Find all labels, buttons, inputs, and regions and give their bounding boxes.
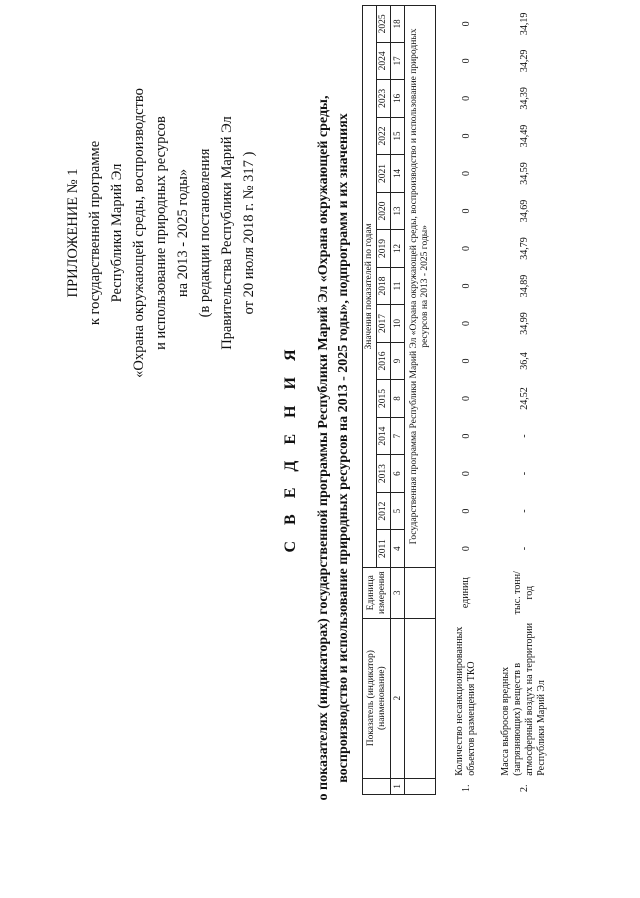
column-number: 7	[391, 417, 405, 455]
column-number: 16	[391, 80, 405, 118]
value-cell: 0	[460, 133, 472, 139]
header-year: 2019	[377, 230, 391, 268]
header-indicator: Показатель (индикатор) (наименование)	[363, 618, 391, 778]
column-number: 10	[391, 305, 405, 343]
header-year: 2018	[377, 267, 391, 305]
column-number: 4	[391, 530, 405, 568]
document-heading: С В Е Д Е Н И Я	[282, 343, 299, 553]
value-cell: 34,69	[518, 199, 530, 223]
title-block	[282, 58, 354, 838]
table-row	[480, 6, 550, 795]
value-cell: 0	[460, 208, 472, 214]
section-row	[405, 6, 436, 795]
value-cell: -	[518, 546, 530, 551]
column-number: 3	[391, 567, 405, 618]
value-cell: 34,49	[518, 124, 530, 148]
column-number-row	[391, 6, 405, 795]
header-year: 2016	[377, 342, 391, 380]
section-unit-cell	[405, 567, 436, 618]
header-year: 2013	[377, 455, 391, 493]
header-year: 2022	[377, 117, 391, 155]
value-cell: 34,19	[518, 12, 530, 36]
header-year: 2023	[377, 80, 391, 118]
document-subtitle	[314, 58, 354, 838]
header-row	[363, 6, 377, 795]
appendix-line: «Охрана окружающей среды, воспроизводство	[131, 88, 147, 378]
header-years-group: Значения показателей по годам	[363, 6, 377, 568]
indicator-name: Количество несанкционированных объектов размещения ТКО	[454, 626, 477, 776]
section-title: Государственная программа Республики Марий Эл «Охрана окружающей среды, воспроизводство и использование природных ресурсов на 2013 - 2025 годы»	[405, 6, 436, 568]
header-year: 2015	[377, 380, 391, 418]
value-cell: 0	[460, 245, 472, 251]
appendix-block	[62, 83, 260, 383]
header-unit: Единица измерения	[363, 567, 391, 618]
section-num-cell	[405, 778, 436, 794]
value-cell: 0	[460, 471, 472, 477]
appendix-line: ПРИЛОЖЕНИЕ № 1	[65, 168, 81, 298]
value-cell: 34,39	[518, 87, 530, 110]
subtitle-line: о показателях (индикаторах) государственной программы Республики Марий Эл «Охрана окружающей среды,	[316, 95, 331, 801]
table-row	[436, 6, 480, 795]
column-number: 12	[391, 230, 405, 268]
column-number: 15	[391, 117, 405, 155]
column-number: 14	[391, 155, 405, 193]
value-cell: 34,79	[518, 237, 530, 260]
row-number: 2.	[518, 784, 530, 792]
value-cell: 0	[460, 21, 472, 27]
value-cell: 24,52	[518, 387, 530, 410]
value-cell: 0	[460, 58, 472, 64]
appendix-line: Правительства Республики Марий Эл	[219, 116, 235, 350]
column-number: 1	[391, 778, 405, 794]
value-cell: -	[518, 509, 530, 513]
value-cell: 34,59	[518, 162, 530, 185]
value-cell: 0	[460, 508, 472, 514]
column-number: 8	[391, 380, 405, 418]
header-num-cell	[363, 778, 391, 794]
value-cell: 0	[460, 283, 472, 289]
value-cell: 0	[460, 321, 472, 327]
value-cell: 0	[460, 95, 472, 101]
header-year: 2025	[377, 6, 391, 43]
header-year: 2012	[377, 492, 391, 530]
column-number: 6	[391, 455, 405, 493]
column-number: 17	[391, 42, 405, 80]
appendix-line: от 20 июля 2018 г. № 317 )	[241, 151, 257, 315]
subtitle-line: воспроизводство и использование природных ресурсов на 2013 - 2025 годы», подпрограмм и их значениях	[336, 113, 351, 783]
appendix-line: к государственной программе	[87, 140, 103, 326]
appendix-line: Республики Марий Эл	[109, 163, 125, 303]
unit-cell: тыс. тонн/ год	[512, 571, 535, 615]
column-number: 11	[391, 267, 405, 305]
value-cell: 0	[460, 546, 472, 552]
header-year: 2017	[377, 305, 391, 343]
header-year: 2011	[377, 530, 391, 568]
header-year: 2024	[377, 42, 391, 80]
header-year: 2021	[377, 155, 391, 193]
value-cell: 36,4	[518, 352, 530, 370]
value-cell: 34,89	[518, 274, 530, 298]
indicator-name: Масса выбросов вредных (загрязняющих) веществ в атмосферный воздух на территории Республики Марий Эл	[500, 622, 547, 776]
value-cell: 0	[460, 433, 472, 439]
column-number: 2	[391, 618, 405, 778]
section-name-cell	[405, 618, 436, 778]
appendix-line: на 2013 - 2025 годы»	[175, 168, 191, 298]
row-number: 1.	[460, 784, 472, 792]
value-cell: -	[518, 471, 530, 476]
header-year: 2020	[377, 192, 391, 230]
value-cell: 34,99	[518, 312, 530, 335]
header-year: 2014	[377, 417, 391, 455]
value-cell: 34,29	[518, 49, 530, 73]
appendix-line: и использование природных ресурсов	[153, 116, 169, 350]
value-cell: 0	[460, 396, 472, 402]
column-number: 5	[391, 492, 405, 530]
value-cell: 0	[460, 358, 472, 364]
appendix-line: (в редакции постановления	[197, 148, 213, 318]
column-number: 9	[391, 342, 405, 380]
unit-cell: единиц	[460, 577, 471, 609]
indicators-table	[362, 5, 550, 795]
column-number: 13	[391, 192, 405, 230]
value-cell: -	[518, 434, 530, 438]
value-cell: 0	[460, 170, 472, 176]
column-number: 18	[391, 6, 405, 43]
